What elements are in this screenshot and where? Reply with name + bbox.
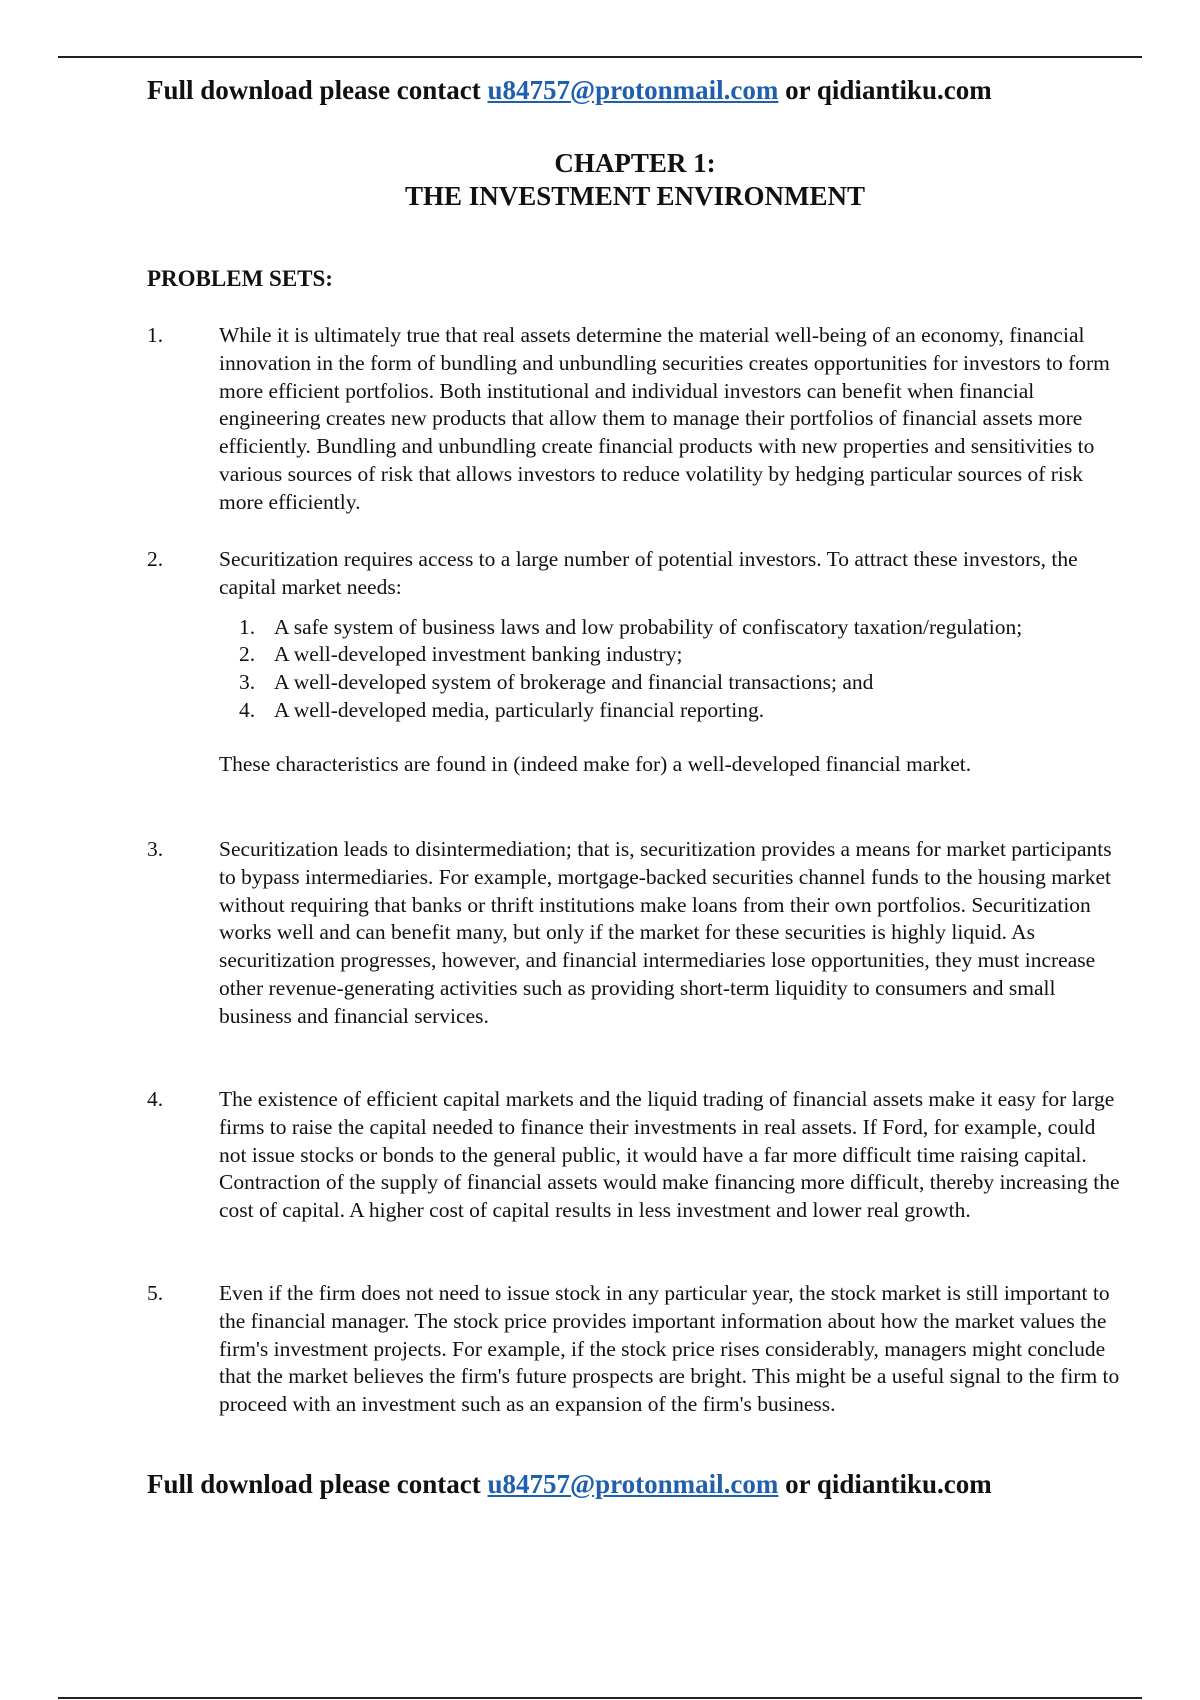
promo-banner-bottom — [147, 1468, 992, 1500]
problem-number: 1. — [147, 323, 164, 347]
problem-text: Even if the firm does not need to issue stock in any particular year, the stock market is still important to the financial manager. The stock price provides important information about how the market values the firm's investment projects. For example, if the stock price rises considerably, managers might conclude that the market believes the firm's future prospects are bright. This might be a useful signal to the firm to proceed with an investment such as an expansion of the firm's business. — [219, 1281, 1120, 1417]
promo-tail: or qidiantiku.com — [778, 75, 992, 105]
problem-text: Securitization leads to disintermediation; that is, securitization provides a means for market participants to bypass intermediaries. For example, mortgage-backed securities channel funds to the housing market without requiring that banks or thrift institutions make loans from their own portfolios. Securitization works well and can benefit many, but only if the market for these securities is highly liquid. As securitization progresses, however, and financial intermediaries lose opportunities, they must increase other revenue-generating activities such as providing short-term liquidity to consumers and small business and financial services. — [219, 837, 1112, 1028]
problem-text: The existence of efficient capital markets and the liquid trading of financial assets make it easy for large firms to raise the capital needed to finance their investments in real assets. If Ford, for example, could not issue stocks or bonds to the general public, it would have a far more difficult time raising capital. Contraction of the supply of financial assets would make financing more difficult, thereby increasing the cost of capital. A higher cost of capital results in less investment and lower real growth. — [219, 1087, 1120, 1223]
problem-number: 3. — [147, 837, 164, 861]
list-item-number: 4. — [239, 697, 256, 722]
problem-number: 5. — [147, 1281, 164, 1305]
promo-email-link[interactable]: u84757@protonmail.com — [487, 1469, 779, 1499]
list-item-number: 3. — [239, 670, 256, 695]
problem-3 — [147, 836, 1127, 1031]
problem-4 — [147, 1086, 1127, 1225]
problem-1 — [147, 322, 1127, 517]
list-item-text: A well-developed investment banking industry; — [274, 642, 683, 667]
list-item — [219, 669, 1127, 697]
chapter-title: THE INVESTMENT ENVIRONMENT — [404, 181, 866, 211]
bottom-rule — [58, 1697, 1142, 1699]
section-heading: PROBLEM SETS: — [147, 266, 333, 291]
list-item-number: 1. — [239, 614, 256, 639]
promo-lead: Full download please contact — [147, 75, 488, 105]
problem-number: 2. — [147, 547, 164, 571]
list-item-text: A safe system of business laws and low probability of confiscatory taxation/regulation; — [274, 614, 1023, 639]
top-rule — [58, 56, 1142, 58]
promo-tail: or qidiantiku.com — [778, 1469, 992, 1499]
requirements-list — [219, 614, 1127, 725]
promo-banner-top — [147, 74, 992, 106]
problem-text: While it is ultimately true that real assets determine the material well-being of an economy, financial innovation in the form of bundling and unbundling securities creates opportunities for investors to form more efficient portfolios. Both institutional and individual investors can benefit when financial engineering creates new products that allow them to manage their portfolios of financial assets more efficiently. Bundling and unbundling create financial products with new properties and sensitivities to various sources of risk that allows investors to reduce volatility by hedging particular sources of risk more efficiently. — [219, 323, 1110, 514]
chapter-number: CHAPTER 1: — [554, 148, 716, 178]
problem-text: Securitization requires access to a large number of potential investors. To attract these investors, the capital market needs: — [219, 547, 1078, 599]
promo-email-link[interactable]: u84757@protonmail.com — [487, 75, 779, 105]
problem-2 — [147, 546, 1127, 779]
problem-closing-text: These characteristics are found in (indeed make for) a well-developed financial market. — [219, 751, 972, 776]
list-item-text: A well-developed system of brokerage and financial transactions; and — [274, 670, 874, 695]
list-item — [219, 697, 1127, 725]
problem-5 — [147, 1280, 1127, 1419]
promo-lead: Full download please contact — [147, 1469, 488, 1499]
list-item — [219, 614, 1127, 642]
list-item-number: 2. — [239, 642, 256, 667]
list-item-text: A well-developed media, particularly financial reporting. — [274, 697, 765, 722]
problem-number: 4. — [147, 1087, 164, 1111]
list-item — [219, 641, 1127, 669]
